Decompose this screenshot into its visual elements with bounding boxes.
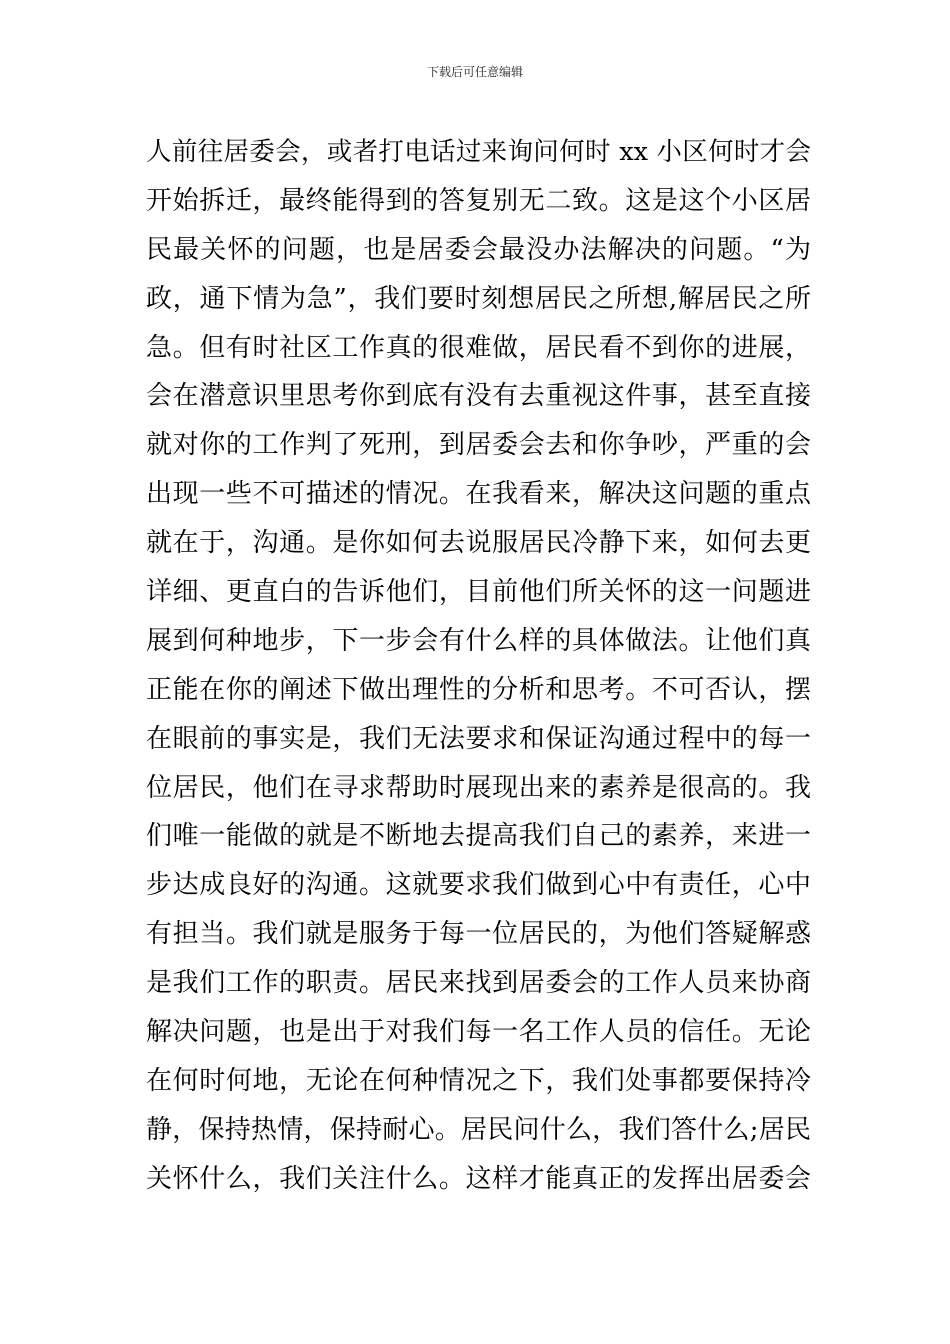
text-line: 正能在你的阐述下做出理性的分析和思考。不可否认，摆 <box>146 674 811 705</box>
text-line: 步达成良好的沟通。这就要求我们做到心中有责任，心中 <box>146 870 811 901</box>
body-text <box>146 128 811 1204</box>
text-line: 是我们工作的职责。居民来找到居委会的工作人员来协商 <box>146 968 811 999</box>
text-line: 静，保持热情，保持耐心。居民问什么，我们答什么;居民 <box>146 1114 811 1145</box>
text-line: 就对你的工作判了死刑，到居委会去和你争吵，严重的会 <box>146 430 811 461</box>
text-line: 民最关怀的问题，也是居委会最没办法解决的问题。“为 <box>146 234 811 265</box>
text-line: 会在潜意识里思考你到底有没有去重视这件事，甚至直接 <box>146 381 811 412</box>
text-line: 出现一些不可描述的情况。在我看来，解决这问题的重点 <box>146 479 811 510</box>
text-line: 们唯一能做的就是不断地去提高我们自己的素养，来进一 <box>146 821 811 852</box>
text-line: 人前往居委会，或者打电话过来询问何时 xx 小区何时才会 <box>146 137 811 167</box>
text-line: 开始拆迁，最终能得到的答复别无二致。这是这个小区居 <box>146 185 811 216</box>
text-line: 展到何种地步，下一步会有什么样的具体做法。让他们真 <box>146 625 811 656</box>
text-line: 急。但有时社区工作真的很难做，居民看不到你的进展， <box>146 332 811 363</box>
text-line: 有担当。我们就是服务于每一位居民的，为他们答疑解惑 <box>146 919 811 950</box>
text-line: 在何时何地，无论在何种情况之下，我们处事都要保持冷 <box>146 1065 811 1096</box>
text-line: 关怀什么，我们关注什么。这样才能真正的发挥出居委会 <box>146 1163 811 1194</box>
text-line: 政，通下情为急”，我们要时刻想居民之所想,解居民之所 <box>146 283 811 314</box>
text-line: 详细、更直白的告诉他们，目前他们所关怀的这一问题进 <box>146 577 811 608</box>
text-line: 在眼前的事实是，我们无法要求和保证沟通过程中的每一 <box>146 723 811 754</box>
page-header: 下载后可任意编辑 <box>426 65 523 79</box>
text-line: 位居民，他们在寻求帮助时展现出来的素养是很高的。我 <box>146 772 811 803</box>
text-line: 就在于，沟通。是你如何去说服居民冷静下来，如何去更 <box>146 528 811 559</box>
text-line: 解决问题，也是出于对我们每一名工作人员的信任。无论 <box>146 1017 811 1048</box>
